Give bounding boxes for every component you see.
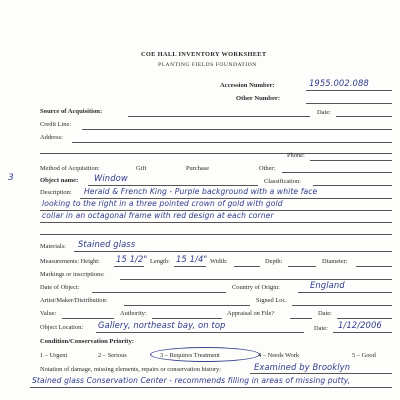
other-number-line: [306, 103, 392, 104]
description-line-3: [40, 222, 392, 223]
address-line-1: [72, 142, 392, 143]
condition-option-urgent[interactable]: 1 – Urgent: [40, 352, 68, 359]
value-line: [62, 318, 114, 319]
artist-maker-line: [124, 305, 250, 306]
accession-number-label: Accession Number:: [220, 82, 275, 89]
classification-line: [313, 185, 392, 186]
date-of-object-label: Date of Object:: [40, 284, 80, 291]
other-number-label: Other Number:: [236, 95, 281, 102]
classification-label: Classification:: [264, 178, 301, 185]
materials-value[interactable]: Stained glass: [78, 239, 136, 249]
object-location-value[interactable]: Gallery, northeast bay, on top: [98, 320, 226, 330]
depth-line: [288, 266, 316, 267]
object-name-value[interactable]: Window: [94, 173, 128, 183]
source-of-acquisition-label: Source of Acquisition:: [40, 108, 103, 115]
condition-option-requires-treatment[interactable]: 3 – Requires Treatment: [160, 352, 220, 359]
appraisal-date-label: Date:: [318, 310, 332, 317]
appraisal-date-line: [337, 318, 392, 319]
date-of-object-line: [92, 292, 226, 293]
description-line-4: [40, 234, 392, 235]
object-location-label: Object Location:: [40, 324, 84, 331]
description-label: Description:: [40, 189, 72, 196]
materials-label: Materials:: [40, 243, 66, 250]
source-date-label: Date:: [317, 109, 331, 116]
method-option-gift[interactable]: Gift: [136, 165, 147, 172]
length-line: [174, 266, 206, 267]
method-other-line: [282, 172, 392, 173]
location-date-line: [333, 332, 392, 333]
diameter-line: [356, 266, 392, 267]
length-label: Length:: [150, 258, 170, 265]
description-text-line-1[interactable]: Herald & French King - Purple background with a white face: [84, 187, 318, 196]
object-name-label: Object name:: [40, 177, 79, 184]
width-label: Width:: [210, 258, 228, 265]
condition-priority-label: Condition/Conservation Priority:: [40, 338, 134, 345]
markings-line: [120, 279, 392, 280]
location-date-value[interactable]: 1/12/2006: [338, 320, 382, 330]
country-of-origin-label: Country of Origin:: [232, 284, 280, 291]
artist-maker-label: Artist/Maker/Distribution:: [40, 297, 108, 304]
country-of-origin-value[interactable]: England: [310, 280, 345, 290]
authority-line: [152, 318, 222, 319]
measurements-label: Measurements: Height:: [40, 258, 100, 265]
address-label: Address:: [40, 134, 63, 141]
notation-text-line-1[interactable]: Examined by Brooklyn: [254, 362, 351, 372]
phone-label: Phone:: [287, 152, 305, 159]
width-line: [234, 266, 260, 267]
credit-line-label: Credit Line:: [40, 121, 72, 128]
height-line: [114, 266, 144, 267]
object-name-line: [88, 185, 258, 186]
condition-option-serious[interactable]: 2 – Serious: [98, 352, 127, 359]
value-label: Value:: [40, 310, 57, 317]
signed-loc-label: Signed Loc.: [256, 297, 287, 304]
length-value[interactable]: 15 1/4": [176, 254, 208, 264]
condition-option-good[interactable]: 5 – Good: [352, 352, 376, 359]
depth-label: Depth:: [265, 258, 283, 265]
description-text-line-3[interactable]: collar in an octagonal frame with red design at each corner: [42, 211, 274, 220]
foundation-name: PLANTING FIELDS FOUNDATION: [158, 62, 257, 68]
appraisal-label: Appraisal on File?: [227, 310, 275, 317]
source-date-line: [336, 116, 392, 117]
phone-line: [310, 160, 392, 161]
notation-line-1: [250, 373, 392, 374]
country-of-origin-line: [298, 292, 392, 293]
diameter-label: Diameter:: [322, 258, 348, 265]
location-date-label: Date:: [314, 325, 328, 332]
object-location-line: [96, 332, 304, 333]
notation-label: Notation of damage, missing elements, repairs or conservation history:: [40, 366, 222, 373]
margin-note: 3: [8, 173, 14, 183]
credit-line-line: [82, 129, 392, 130]
authority-label: Authority:: [120, 310, 147, 317]
source-of-acquisition-line: [128, 116, 310, 117]
accession-number-value[interactable]: 1955.002.088: [309, 78, 369, 88]
materials-line: [74, 251, 392, 252]
description-text-line-2[interactable]: looking to the right in a three pointed crown of gold with gold: [42, 199, 283, 208]
notation-line-2: [30, 387, 392, 388]
height-value[interactable]: 15 1/2": [116, 254, 148, 264]
method-other-label: Other:: [259, 165, 276, 172]
markings-label: Markings or inscriptions:: [40, 271, 105, 278]
condition-option-needs-work[interactable]: 4 – Needs Work: [258, 352, 300, 359]
method-of-acquisition-label: Method of Acquisition:: [40, 165, 100, 172]
method-option-purchase[interactable]: Purchase: [186, 165, 210, 172]
notation-text-line-2[interactable]: Stained glass Conservation Center - recommends filling in areas of missing putty,: [32, 376, 351, 385]
signed-loc-line: [292, 305, 392, 306]
accession-number-line: [306, 90, 392, 91]
address-line-2: [40, 153, 392, 154]
appraisal-line: [290, 318, 312, 319]
worksheet-title: COE HALL INVENTORY WORKSHEET: [141, 51, 267, 58]
